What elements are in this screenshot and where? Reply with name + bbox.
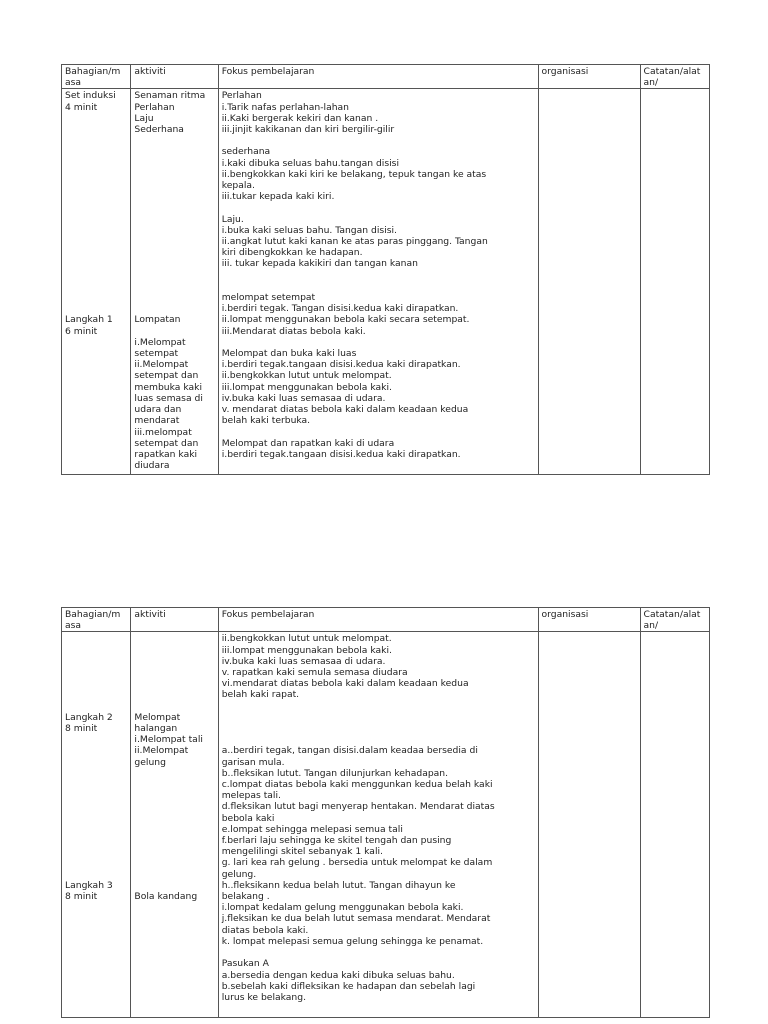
cell-bahagian-masa: Langkah 2 8 minit Langkah 3 8 minit <box>62 632 131 1018</box>
table-row <box>62 632 710 1018</box>
cell-catatan <box>640 632 709 1018</box>
cell-fokus-pembelajaran: Perlahan i.Tarik nafas perlahan-lahan ii.Kaki bergerak kekiri dan kanan . iii.jinjit kakikanan dan kiri bergilir-gilir sederhana i.kaki dibuka seluas bahu.tangan disisi ii.bengkokkan kaki kiri ke belakang, tepuk tangan ke atas kepala. iii.tukar kepada kaki kiri. Laju. i.buka kaki seluas bahu. Tangan disisi. ii.angkat lutut kaki kanan ke atas paras pinggang. Tangan kiri dibengkokkan ke hadapan. iii. tukar kepada kakikiri dan tangan kanan melompat setempat i.berdiri tegak. Tangan disisi.kedua kaki dirapatkan. ii.lompat menggunakan bebola kaki secara setempat. iii.Mendarat diatas bebola kaki. Melompat dan buka kaki luas i.berdiri tegak.tangaan disisi.kedua kaki dirapatkan. ii.bengkokkan lutut untuk melompat. iii.lompat menggunakan bebola kaki. iv.buka kaki luas semasaa di udara. v. mendarat diatas bebola kaki dalam keadaan kedua belah kaki terbuka. Melompat dan rapatkan kaki di udara i.berdiri tegak.tangaan disisi.kedua kaki dirapatkan. <box>218 89 538 475</box>
table-row <box>62 89 710 475</box>
lesson-table-page-2 <box>61 607 710 1018</box>
header-aktiviti: aktiviti <box>131 65 218 89</box>
lesson-table-page-1 <box>61 64 710 475</box>
header-bahagian-masa: Bahagian/m asa <box>62 65 131 89</box>
table-header-row <box>62 608 710 632</box>
cell-fokus-pembelajaran: ii.bengkokkan lutut untuk melompat. iii.lompat menggunakan bebola kaki. iv.buka kaki luas semasaa di udara. v. rapatkan kaki semula semasa diudara vi.mendarat diatas bebola kaki dalam keadaan kedua belah kaki rapat. a..berdiri tegak, tangan disisi.dalam keadaa bersedia di garisan mula. b..fleksikan lutut. Tangan dilunjurkan kehadapan. c.lompat diatas bebola kaki menggunkan kedua belah kaki melepas tali. d.fleksikan lutut bagi menyerap hentakan. Mendarat diatas bebola kaki e.lompat sehingga melepasi semua tali f.berlari laju sehingga ke skitel tengah dan pusing mengelilingi skitel sebanyak 1 kali. g. lari kea rah gelung . bersedia untuk melompat ke dalam gelung. h..fleksikann kedua belah lutut. Tangan dihayun ke belakang . i.lompat kedalam gelung menggunakan bebola kaki. j.fleksikan ke dua belah lutut semasa mendarat. Mendarat diatas bebola kaki. k. lompat melepasi semua gelung sehingga ke penamat. Pasukan A a.bersedia dengan kedua kaki dibuka seluas bahu. b.sebelah kaki difleksikan ke hadapan dan sebelah lagi lurus ke belakang. <box>218 632 538 1018</box>
cell-organisasi <box>538 89 640 475</box>
header-catatan: Catatan/alat an/ <box>640 65 709 89</box>
cell-catatan <box>640 89 709 475</box>
header-organisasi: organisasi <box>538 65 640 89</box>
header-aktiviti: aktiviti <box>131 608 218 632</box>
header-organisasi: organisasi <box>538 608 640 632</box>
header-bahagian-masa: Bahagian/m asa <box>62 608 131 632</box>
cell-aktiviti: Melompat halangan i.Melompat tali ii.Melompat gelung Bola kandang <box>131 632 218 1018</box>
header-fokus-pembelajaran: Fokus pembelajaran <box>218 65 538 89</box>
cell-aktiviti: Senaman ritma Perlahan Laju Sederhana Lompatan i.Melompat setempat ii.Melompat setempat dan membuka kaki luas semasa di udara dan mendarat iii.melompat setempat dan rapatkan kaki diudara <box>131 89 218 475</box>
cell-organisasi <box>538 632 640 1018</box>
header-fokus-pembelajaran: Fokus pembelajaran <box>218 608 538 632</box>
cell-bahagian-masa: Set induksi 4 minit Langkah 1 6 minit <box>62 89 131 475</box>
header-catatan: Catatan/alat an/ <box>640 608 709 632</box>
table-header-row <box>62 65 710 89</box>
